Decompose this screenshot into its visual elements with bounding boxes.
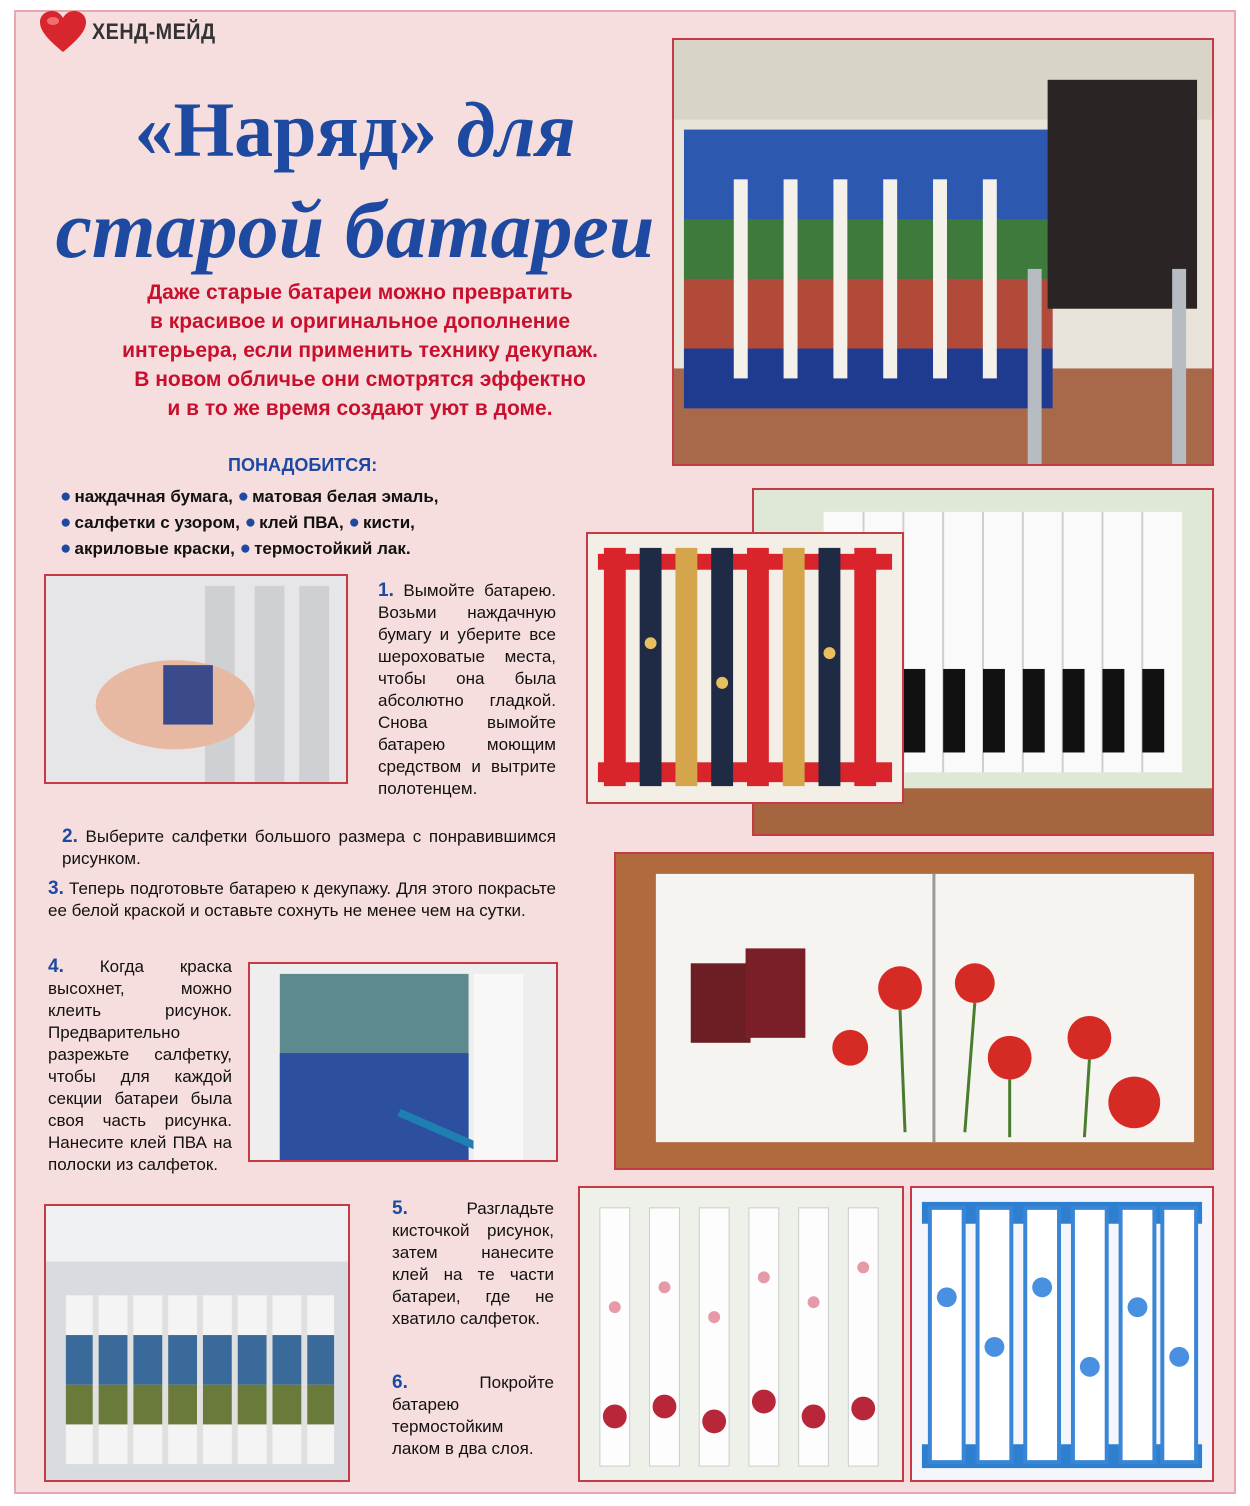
- lead-line: в красивое и оригинальное дополнение: [149, 310, 571, 333]
- step-number: 1.: [378, 580, 394, 601]
- bullet-icon: ●: [348, 512, 360, 533]
- step-text: Разгладьте кисточкой рисунок, затем нанесите клей на те части батареи, где не хватило салфеток.: [392, 1199, 554, 1328]
- photo-step1-sanding: [44, 574, 348, 784]
- bullet-icon: ●: [60, 486, 72, 507]
- step-number: 6.: [392, 1372, 408, 1393]
- photo-poppies-radiator: [614, 852, 1214, 1170]
- step-5: [392, 1198, 554, 1330]
- material-item: клей ПВА,: [259, 513, 344, 532]
- step-number: 2.: [62, 826, 78, 847]
- materials-list: [60, 484, 580, 562]
- lead-line: В новом обличье они смотрятся эффектно: [134, 368, 586, 391]
- photo-step4-gluing: [248, 962, 558, 1162]
- photo-landscape-radiator: [672, 38, 1214, 466]
- heart-icon: [38, 10, 88, 54]
- material-item: салфетки с узором,: [74, 513, 240, 532]
- bullet-icon: ●: [239, 538, 252, 559]
- step-text: Теперь подготовьте батарею к декупажу. Для этого покрасьте ее белой краской и оставьте сохнуть не менее чем на сутки.: [48, 879, 556, 920]
- step-number: 5.: [392, 1198, 408, 1219]
- lead-paragraph: [40, 278, 680, 423]
- step-3: [48, 878, 556, 922]
- section-tag-label: ХЕНД-МЕЙД: [92, 19, 216, 44]
- bullet-icon: ●: [60, 538, 72, 559]
- lead-line: и в то же время создают уют в доме.: [167, 397, 553, 420]
- material-item: кисти,: [362, 513, 415, 532]
- materials-heading: ПОНАДОБИТСЯ:: [228, 455, 378, 475]
- photo-floral-radiator: [578, 1186, 904, 1482]
- photo-folk-art-radiator: [586, 532, 904, 804]
- step-4: [48, 956, 232, 1176]
- step-text: Выберите салфетки большого размера с понравившимся рисунком.: [62, 827, 556, 868]
- step-1: [378, 580, 556, 800]
- photo-step5-radiator: [44, 1204, 350, 1482]
- material-item: наждачная бумага,: [74, 487, 233, 506]
- lead-line: Даже старые батареи можно превратить: [147, 281, 573, 304]
- step-number: 4.: [48, 956, 64, 977]
- bullet-icon: ●: [244, 512, 257, 533]
- bullet-icon: ●: [60, 512, 72, 533]
- material-item: термостойкий лак.: [254, 539, 411, 558]
- title-line1-rest: для: [456, 86, 576, 173]
- step-text: Вымойте батарею. Возьми наждачную бумагу и уберите все шероховатые места, чтобы она была абсолютно гладкой. Снова вымойте батарею моющим средством и вытрите полотенцем.: [378, 581, 556, 798]
- material-item: матовая белая эмаль,: [252, 487, 439, 506]
- article-title: [30, 80, 680, 280]
- title-line2: старой батареи: [55, 184, 655, 275]
- step-text: Когда краска высохнет, можно клеить рисунок. Предварительно разрежьте салфетку, чтобы для каждой секции батареи была своя часть рисунка. Нанесите клей ПВА на полоски из салфеток.: [48, 957, 232, 1174]
- section-tag: [38, 10, 229, 54]
- step-text: Покройте батарею термостойким лаком в два слоя.: [392, 1373, 554, 1458]
- bullet-icon: ●: [237, 486, 250, 507]
- title-quoted-word: «Наряд»: [134, 86, 438, 173]
- step-6: [392, 1372, 554, 1460]
- material-item: акриловые краски,: [74, 539, 235, 558]
- photo-gzhel-radiator: [910, 1186, 1214, 1482]
- step-2: [62, 826, 556, 870]
- step-number: 3.: [48, 878, 64, 899]
- lead-line: интерьера, если применить технику декупаж.: [122, 339, 598, 362]
